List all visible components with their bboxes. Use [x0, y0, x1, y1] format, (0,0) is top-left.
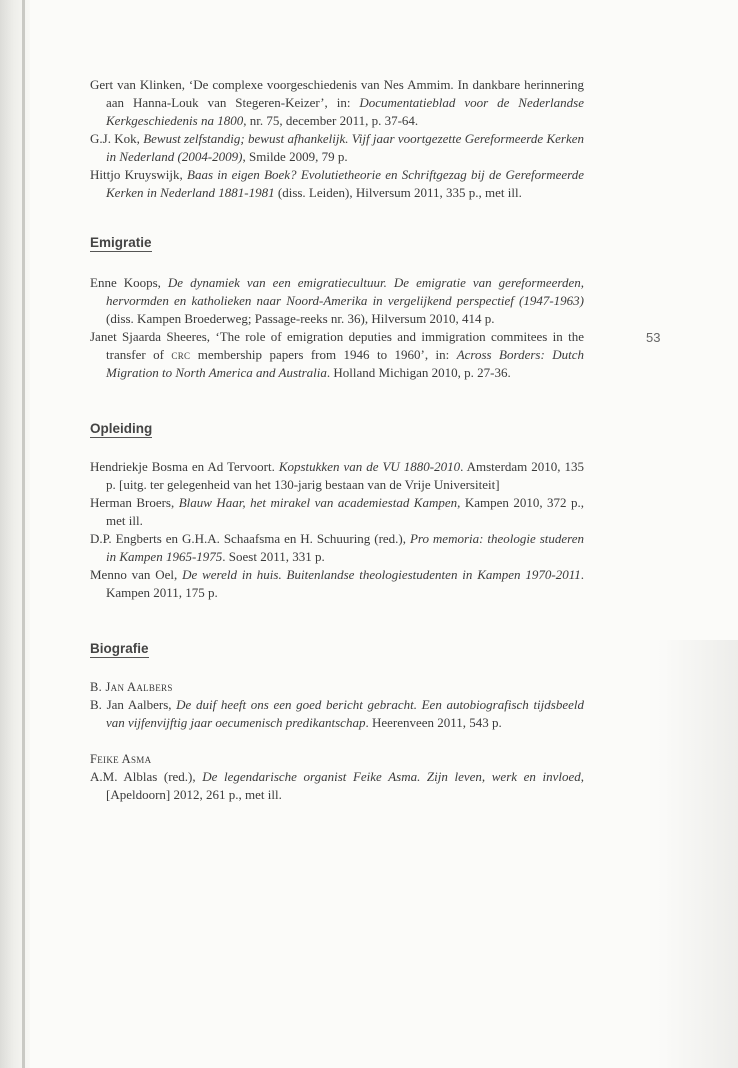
bib-entry: D.P. Engberts en G.H.A. Schaafsma en H. Schuuring (red.), Pro memoria: theologie studeren in Kampen 1965-1975. Soest 2011, 331 p. [90, 531, 584, 564]
page-binding-shadow [0, 0, 30, 1068]
page-binding-edge [22, 0, 25, 1068]
biography-subject: Feike Asma [90, 752, 152, 766]
section-heading-opleiding: Opleiding [90, 421, 153, 436]
bib-entry: Menno van Oel, De wereld in huis. Buitenlandse theologiestudenten in Kampen 1970-2011. Kampen 2011, 175 p. [90, 567, 584, 600]
bib-entry: Janet Sjaarda Sheeres, ‘The role of emigration deputies and immigration commitees in the transfer of crc membership papers from 1946 to 1960’, in: Across Borders: Dutch Migration to North America and Australia. Holland Michigan 2010, p. 27-36. [90, 329, 584, 380]
bib-entry: Gert van Klinken, ‘De complexe voorgeschiedenis van Nes Ammim. In dankbare herinnering aan Hanna-Louk van Stegeren-Keizer’, in: Documentatieblad voor de Nederlandse Kerkgeschiedenis na 1800, nr. 75, december 2011, p. 37-64. [90, 77, 584, 128]
bib-entry: B. Jan Aalbers, De duif heeft ons een goed bericht gebracht. Een autobiografisch tijdsbeeld van vijfenvijftig jaar oecumenisch predikantschap. Heerenveen 2011, 543 p. [90, 697, 584, 730]
bibliography-body [90, 76, 584, 804]
bib-entry: G.J. Kok, Bewust zelfstandig; bewust afhankelijk. Vijf jaar voortgezette Gereformeerde Kerken in Nederland (2004-2009), Smilde 2009, 79 p. [90, 131, 584, 164]
page-edge-shading [658, 640, 738, 1068]
section-heading-biografie: Biografie [90, 641, 149, 656]
bib-entry: Hendriekje Bosma en Ad Tervoort. Kopstukken van de VU 1880-2010. Amsterdam 2010, 135 p. [uitg. ter gelegenheid van het 130-jarig bestaan van de Vrije Universiteit] [90, 459, 584, 492]
section-heading-emigratie: Emigratie [90, 235, 152, 250]
page-number: 53 [646, 330, 661, 345]
bib-entry: Herman Broers, Blauw Haar, het mirakel van academiestad Kampen, Kampen 2010, 372 p., met ill. [90, 495, 585, 528]
bib-entry: A.M. Alblas (red.), De legendarische organist Feike Asma. Zijn leven, werk en invloed, [Apeldoorn] 2012, 261 p., met ill. [90, 769, 584, 802]
biography-subject: B. Jan Aalbers [90, 680, 173, 694]
bib-entry: Enne Koops, De dynamiek van een emigratiecultuur. De emigratie van gereformeerden, hervormden en katholieken naar Noord-Amerika in vergelijkend perspectief (1947-1963) (diss. Kampen Broederweg; Passage-reeks nr. 36), Hilversum 2010, 414 p. [90, 275, 584, 326]
bib-entry: Hittjo Kruyswijk, Baas in eigen Boek? Evolutietheorie en Schriftgezag bij de Gereformeerde Kerken in Nederland 1881-1981 (diss. Leiden), Hilversum 2011, 335 p., met ill. [90, 167, 584, 200]
